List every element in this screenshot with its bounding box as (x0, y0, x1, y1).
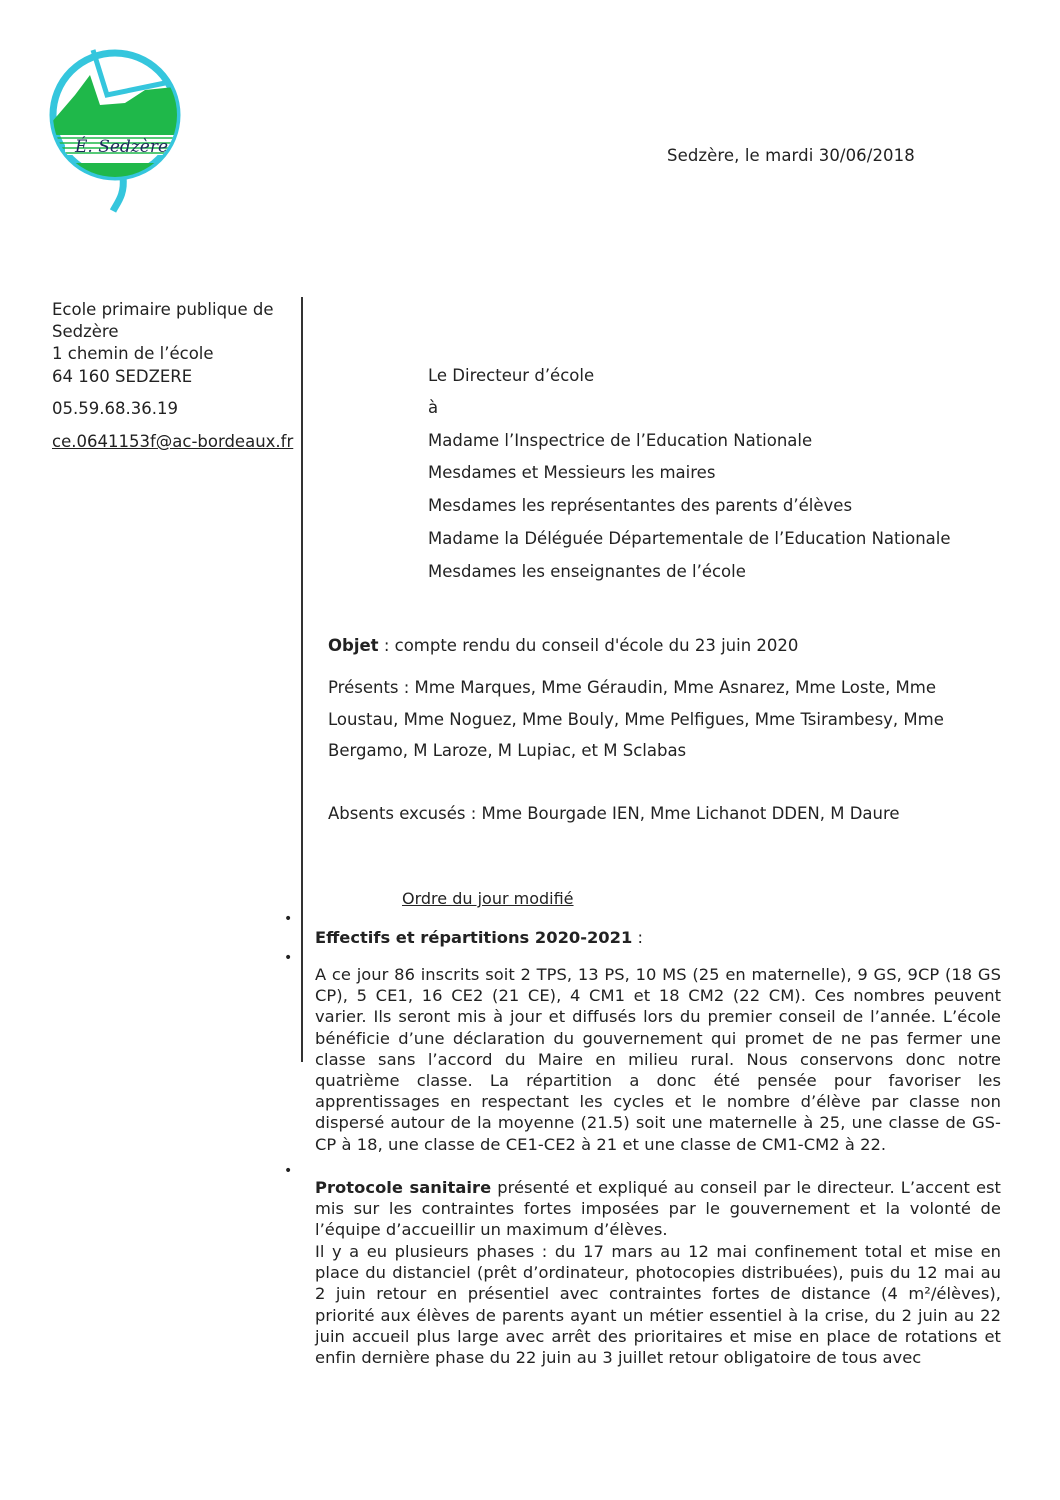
protocole-paragraph (315, 1177, 1001, 1241)
sender-line-3: 1 chemin de l’école (52, 344, 214, 363)
logo-text: É. Sedzère (75, 137, 169, 157)
recipient-2: Mesdames et Messieurs les maires (428, 463, 716, 482)
bullet-3: • (284, 1163, 293, 1179)
effectifs-heading-line (315, 928, 643, 947)
objet-label: Objet (328, 636, 379, 655)
presents-line-1: Présents : Mme Marques, Mme Géraudin, Mme Asnarez, Mme Loste, Mme (328, 678, 937, 697)
recipient-3: Mesdames les représentantes des parents d’élèves (428, 496, 853, 515)
recipient-4: Madame la Déléguée Départementale de l’Education Nationale (428, 529, 951, 548)
ordre-du-jour-heading: Ordre du jour modifié (402, 889, 574, 908)
presents-line-2: Loustau, Mme Noguez, Mme Bouly, Mme Pelfigues, Mme Tsirambesy, Mme (328, 710, 944, 729)
effectifs-heading-suffix: : (632, 928, 643, 947)
recipient-from: Le Directeur d’école (428, 366, 595, 385)
protocole-phases-paragraph: Il y a eu plusieurs phases : du 17 mars au 12 mai confinement total et mise en place du distanciel (prêt d’ordinateur, photocopies distribuées), puis du 12 mai au 2 juin retour en présentiel avec contraintes fortes de distance (4 m²/élèves), priorité aux élèves de parents ayant un métier essentiel à la crise, du 2 juin au 22 juin accueil plus large avec arrêt des prioritaires et mise en place de rotations et enfin dernière phase du 22 juin au 3 juillet retour obligatoire de tous avec (315, 1242, 1001, 1368)
vertical-divider (301, 297, 303, 1062)
sender-line-4: 64 160 SEDZERE (52, 367, 193, 386)
sender-email-link[interactable]: ce.0641153f@ac-bordeaux.fr (52, 432, 294, 451)
bullet-2: • (284, 950, 293, 966)
presents-line-3: Bergamo, M Laroze, M Lupiac, et M Sclabas (328, 741, 687, 760)
sender-line-2: Sedzère (52, 322, 119, 341)
date-line: Sedzère, le mardi 30/06/2018 (667, 146, 915, 165)
recipient-1: Madame l’Inspectrice de l’Education Nationale (428, 431, 813, 450)
protocole-heading: Protocole sanitaire (315, 1178, 492, 1197)
objet-line (328, 636, 798, 655)
absents-line: Absents excusés : Mme Bourgade IEN, Mme Lichanot DDEN, M Daure (328, 804, 900, 823)
objet-text: : compte rendu du conseil d'école du 23 juin 2020 (378, 636, 799, 655)
school-logo (45, 35, 195, 215)
bullet-1: • (284, 911, 293, 927)
logo-graphic (45, 35, 195, 215)
recipient-5: Mesdames les enseignantes de l’école (428, 562, 746, 581)
protocole-intro: présenté et expliqué au conseil par le directeur. L’accent est mis sur les contraintes fortes imposées par le gouvernement et la volonté de l’équipe d’accueillir un maximum d’élèves. (315, 1178, 1001, 1240)
sender-line-1: Ecole primaire publique de (52, 300, 274, 319)
sender-phone: 05.59.68.36.19 (52, 399, 178, 418)
effectifs-paragraph: A ce jour 86 inscrits soit 2 TPS, 13 PS, 10 MS (25 en maternelle), 9 GS, 9CP (18 GS CP), 5 CE1, 16 CE2 (21 CE), 4 CM1 et 18 CM2 (22 CM). Ces nombres peuvent varier. Ils seront mis à jour et diffusés lors du premier conseil de l’année. L’école bénéficie d’une déclaration du gouvernement qui promet de ne pas fermer une classe sans l’accord du Maire en milieu rural. Nous conservons donc notre quatrième classe. La répartition a donc été pensée pour favoriser les apprentissages en respectant les cycles et le nombre d’élève par classe non dispersé autour de la moyenne (21.5) soit une maternelle à 25, une classe de GS-CP à 18, une classe de CE1-CE2 à 21 et une classe de CM1-CM2 à 22. (315, 965, 1001, 1154)
recipient-to: à (428, 398, 439, 417)
effectifs-heading: Effectifs et répartitions 2020-2021 (315, 928, 633, 947)
